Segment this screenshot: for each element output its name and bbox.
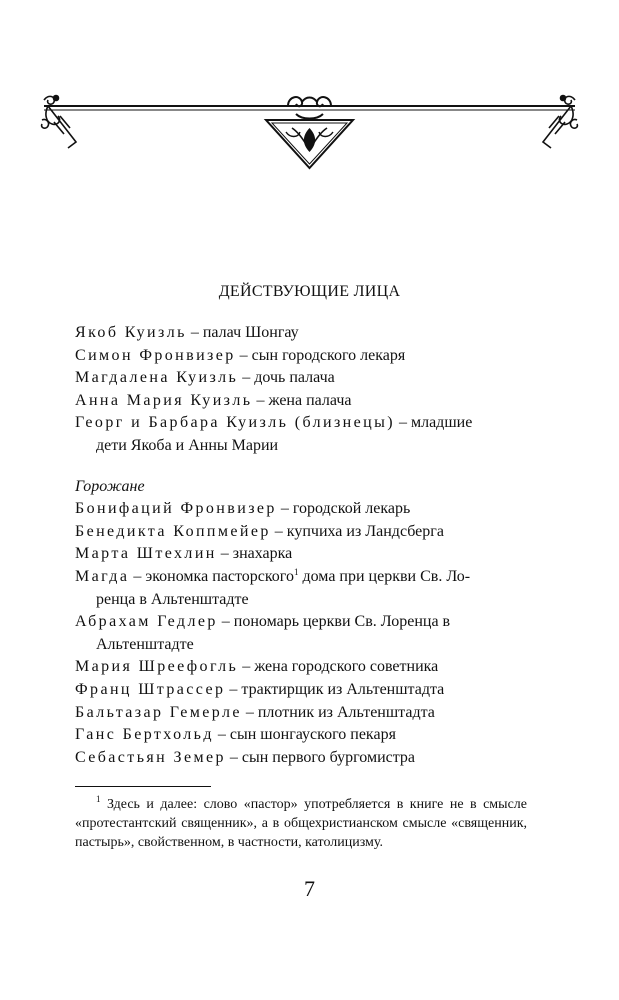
- footnote-mark: 1: [96, 794, 101, 804]
- footnote-divider: [75, 786, 211, 787]
- list-item: [75, 390, 527, 413]
- character-name: Симон Фронвизер: [75, 346, 236, 364]
- list-item: [75, 412, 527, 457]
- character-role: – купчиха из Ландсберга: [270, 522, 444, 540]
- character-role-continued: ренца в Альтенштадте: [96, 590, 249, 608]
- list-item: [75, 322, 527, 345]
- list-item: [75, 611, 527, 656]
- character-name: Мария Шреефогль: [75, 658, 239, 676]
- list-item: [75, 367, 527, 390]
- character-role-continued: Альтенштадте: [96, 635, 194, 653]
- character-name: Марта Штехлин: [75, 545, 217, 563]
- list-item: [75, 724, 527, 747]
- character-role-continued: дети Якоба и Анны Марии: [96, 436, 279, 454]
- character-name: Бонифаций Фронвизер: [75, 500, 277, 518]
- right-corner-flourish: [543, 96, 577, 149]
- section-title: Горожане: [75, 477, 145, 495]
- list-item: [75, 345, 527, 368]
- decorative-header-ornament: [40, 92, 579, 170]
- character-name: Себастьян Земер: [75, 748, 226, 766]
- list-item: [75, 498, 527, 521]
- footnote-text: Здесь и далее: слово «пастор» употребляется в книге не в смысле «протестантский священник», а в общехристианском смысле «священник, пастырь», свойственном, в частности, католицизму.: [75, 797, 527, 851]
- character-name: Франц Штрассер: [75, 680, 226, 698]
- character-role: – плотник из Альтенштадта: [241, 703, 435, 721]
- left-corner-flourish: [42, 96, 76, 149]
- character-name: Якоб Куизль: [75, 324, 187, 341]
- footnote-reference: 1: [293, 566, 299, 577]
- character-name: Бальтазар Гемерле: [75, 703, 242, 721]
- center-triangle-ornament: [266, 97, 353, 168]
- footnote: [75, 795, 527, 853]
- character-name: Абрахам Гедлер: [75, 613, 218, 631]
- cast-list: [75, 322, 527, 769]
- character-role: дома при церкви Св. Ло-: [298, 567, 471, 585]
- character-role: – сын первого бургомистра: [225, 748, 416, 766]
- character-name: Магдалена Куизль: [75, 369, 239, 387]
- character-name: Бенедикта Коппмейер: [75, 522, 271, 540]
- character-name: Ганс Бертхольд: [75, 726, 214, 744]
- list-item: [75, 679, 527, 702]
- character-role: – пономарь церкви Св. Лоренца в: [217, 613, 451, 631]
- character-name: Магда: [75, 567, 130, 585]
- list-item: [75, 566, 527, 611]
- list-item: [75, 521, 527, 544]
- character-name: Георг и Барбара Куизль (близнецы): [75, 414, 395, 432]
- character-role: – дочь палача: [238, 369, 335, 387]
- character-role: – экономка пасторского: [129, 567, 294, 585]
- list-item: [75, 656, 527, 679]
- list-item: [75, 747, 527, 770]
- page-heading: ДЕЙСТВУЮЩИЕ ЛИЦА: [218, 283, 401, 300]
- list-item: [75, 543, 527, 566]
- character-role: – жена палача: [252, 391, 352, 409]
- character-role: – трактирщик из Альтенштадта: [225, 680, 445, 698]
- character-role: – палач Шонгау: [186, 324, 299, 341]
- character-role: – сын городского лекаря: [235, 346, 406, 364]
- character-role: – городской лекарь: [276, 500, 411, 518]
- character-name: Анна Мария Куизль: [75, 391, 253, 409]
- page-number: 7: [304, 876, 315, 901]
- character-role: – младшие: [394, 414, 473, 432]
- list-item: [75, 702, 527, 725]
- character-role: – сын шонгауского пекаря: [213, 726, 396, 744]
- character-role: – жена городского советника: [238, 658, 439, 676]
- character-role: – знахарка: [216, 545, 293, 563]
